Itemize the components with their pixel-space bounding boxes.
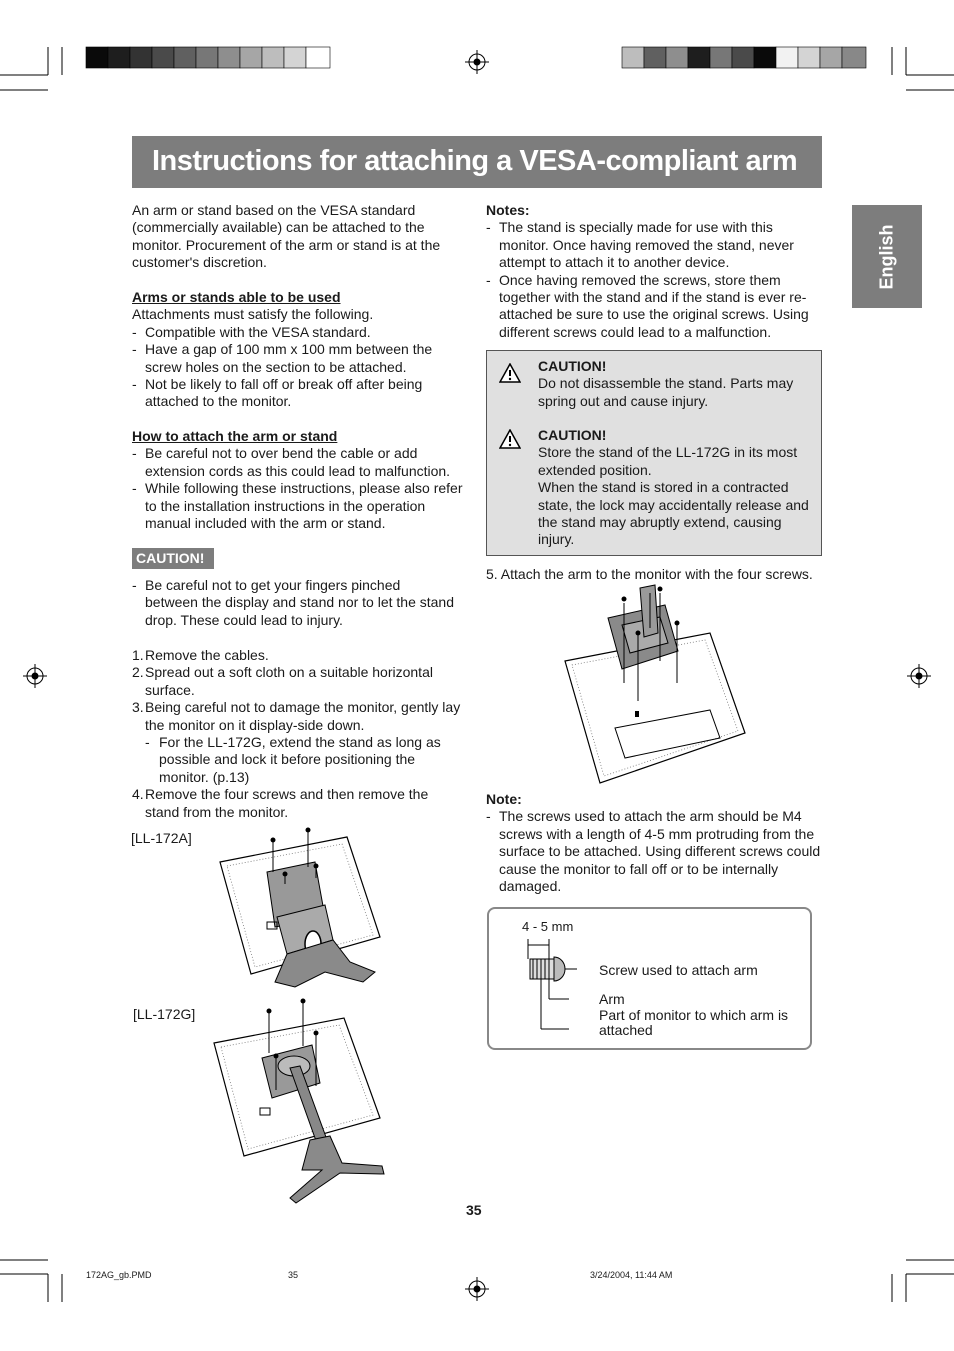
list-item: - The stand is specially made for use with this monitor. Once having removed the stand, never attempt to attach it to another device. [486,219,794,271]
screw-diagram-box [487,907,812,1050]
notes-section [486,202,826,341]
step-item: 2. Spread out a soft cloth on a suitable horizontal surface. [132,664,433,698]
caution-note [132,577,454,629]
page-title: Instructions for attaching a VESA-compliant arm [152,145,798,177]
howto-heading: How to attach the arm or stand [132,428,338,444]
list-item: - Compatible with the VESA standard. [132,323,371,340]
note2-heading: Note: [486,791,522,807]
arms-lead: Attachments must satisfy the following. [132,306,374,323]
list-item-text: Be careful not to over bend the cable or add extension cords as this could lead to malfunction. [145,445,451,479]
step-text: Remove the four screws and then remove the stand from the monitor. [145,786,429,820]
step-item: 3. Being careful not to damage the monitor, gently lay the monitor on it display-side down. [132,699,461,733]
ll172g-illustration [212,998,392,1213]
list-item: - While following these instructions, please also refer to the installation instructions in the operation manual included with the arm or stand. [132,480,463,532]
notes-heading: Notes: [486,202,530,218]
list-item-text: The screws used to attach the arm should be M4 screws with a length of 4-5 mm protruding from the surface to be attached. Using different screws could cause the monitor to fall off or to be internally damaged. [499,808,821,895]
arm-attach-illustration [560,583,750,788]
step-text: Remove the cables. [145,647,269,663]
list-item-text: Be careful not to get your fingers pinched between the display and stand nor to let the stand drop. These could lead to injury. [145,577,454,628]
caution-box [486,350,822,556]
arms-section [132,289,464,411]
language-tab-label: English [876,223,897,290]
fig-label-ll172g: [LL-172G] [133,1006,196,1022]
step-subitem: - For the LL-172G, extend the stand as long as possible and lock it before positioning the monitor. (p.13) [145,734,441,785]
list-item: - Be careful not to over bend the cable or add extension cords as this could lead to malfunction. [132,445,451,479]
note2-section [486,791,826,895]
fig-label-ll172a: [LL-172A] [131,830,192,846]
step-text: Spread out a soft cloth on a suitable horizontal surface. [145,664,433,698]
footer-date: 3/24/2004, 11:44 AM [590,1270,673,1280]
step-item: 1. Remove the cables. [132,647,269,663]
title-bar [132,136,822,188]
arm-label: Arm [599,991,625,1007]
screw-diagram [519,937,579,1037]
howto-section [132,428,468,532]
page-number: 35 [466,1202,482,1218]
caution-text: Do not disassemble the stand. Parts may spring out and cause injury. [538,375,794,409]
caution-title: CAUTION! [538,427,607,443]
caution-tag: CAUTION! [132,548,214,569]
warning-icon [499,363,521,383]
screw-dim-label: 4 - 5 mm [522,919,574,934]
list-item-text: Once having removed the screws, store them together with the stand and if the stand is ever re-attached be sure to use the original screws. Using different screws could lead to a malfunction. [499,271,809,340]
step-text: For the LL-172G, extend the stand as long as possible and lock it before positioning the monitor. (p.13) [159,734,441,785]
caution-title: CAUTION! [538,358,607,374]
list-item: - The screws used to attach the arm should be M4 screws with a length of 4-5 mm protruding from the surface to be attached. Using different screws could cause the monitor to fall off or to be internally damaged. [486,808,821,895]
caution-text: Store the stand of the LL-172G in its most extended position. [538,444,798,478]
screw-label: Screw used to attach arm [599,962,758,978]
intro-text: An arm or stand based on the VESA standard (commercially available) can be attached to the monitor. Procurement of the arm or stand is at the customer's discretion. [132,202,441,271]
list-item: - Not be likely to fall off or break off after being attached to the monitor. [132,376,423,410]
footer-page: 35 [288,1270,299,1280]
footer-file: 172AG_gb.PMD [86,1270,152,1280]
list-item-text: Compatible with the VESA standard. [145,323,371,340]
list-item: - Be careful not to get your fingers pinched between the display and stand nor to let the stand drop. These could lead to injury. [132,577,454,628]
list-item-text: Not be likely to fall off or break off after being attached to the monitor. [145,376,423,410]
steps-list [132,647,462,821]
list-item-text: Have a gap of 100 mm x 100 mm between the screw holes on the section to be attached. [145,341,433,375]
intro-paragraph [132,202,462,272]
list-item: - Have a gap of 100 mm x 100 mm between the screw holes on the section to be attached. [132,341,433,375]
ll172a-illustration [215,822,385,997]
caution-text: When the stand is stored in a contracted state, the lock may accidentally release and the stand may abruptly extend, causing injury. [538,479,809,548]
arms-heading: Arms or stands able to be used [132,289,341,305]
list-item: - Once having removed the screws, store them together with the stand and if the stand is ever re-attached be sure to use the original screws. Using different screws could lead to a malfunction. [486,271,809,340]
step-text: Being careful not to damage the monitor, gently lay the monitor on it display-side down. [145,699,461,733]
list-item-text: The stand is specially made for use with this monitor. Once having removed the stand, never attempt to attach it to another device. [499,219,794,271]
list-item-text: While following these instructions, please also refer to the installation instructions in the operation manual included with the arm or stand. [145,480,463,532]
step-item: 4. Remove the four screws and then remove the stand from the monitor. [132,786,429,820]
language-tab [852,205,922,308]
step-5: 5. Attach the arm to the monitor with the four screws. [486,566,813,582]
warning-icon [499,429,521,449]
monitor-part-label: Part of monitor to which arm is attached [599,1007,789,1038]
